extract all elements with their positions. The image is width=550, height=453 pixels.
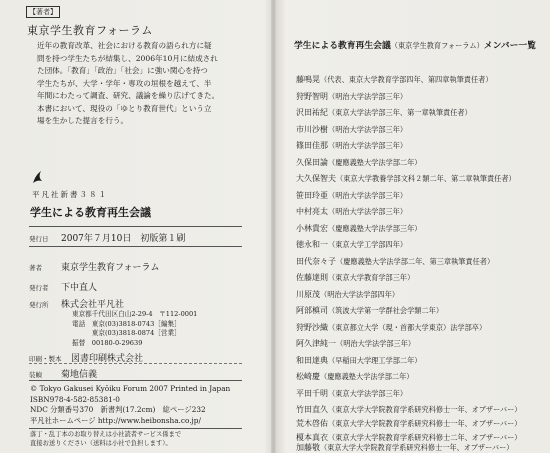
member-name: 市川沙樹: [296, 124, 328, 134]
isbn-line: ISBN978-4-582-85381-0: [30, 394, 120, 404]
member-name: 笹田玲亜: [296, 190, 328, 200]
address-line: 振替 00180-0-29639: [72, 338, 143, 347]
list-title-paren: （東京学生教育フォーラム）: [390, 41, 484, 50]
member-name: 阿部槙司: [296, 306, 328, 315]
member-affiliation: （慶應義塾大学法学部二年）: [328, 157, 422, 167]
author-label: 著者: [29, 264, 42, 272]
author-bio: [37, 40, 237, 128]
member-affiliation: （筑波大学第一学群社会学類二年）: [328, 306, 444, 315]
member-row: [296, 305, 443, 316]
author-row: [29, 260, 159, 273]
member-name: 久保田論: [296, 157, 328, 167]
member-row: [296, 272, 414, 283]
member-name: 加藤敬: [296, 443, 320, 452]
address-line: 東京都千代田区白山2-29-4 〒112-0001: [72, 310, 198, 318]
house-label: 発行所: [29, 301, 49, 309]
colophon-page: [0, 0, 272, 453]
member-row: [296, 388, 407, 399]
member-affiliation: （慶應義塾大学法学部二年、第三章執筆責任者）: [336, 256, 495, 266]
member-name: 田代奈々子: [296, 256, 336, 266]
isbn-line: NDC 分類番号370 新書判(17.2cm) 総ページ232: [30, 405, 206, 415]
design-row: [29, 367, 97, 380]
member-name: 榎本真衣: [296, 433, 328, 442]
list-title-suffix: メンバー一覧: [483, 41, 536, 51]
list-title-main: 学生による教育再生会議: [294, 41, 391, 51]
member-row: [296, 190, 407, 201]
bio-line: 学生たちが、大学・学年・専攻の垣根を越えて、半: [37, 78, 212, 88]
divider: [29, 246, 242, 247]
address-line: 電話 東京(03)3818-0743［編集］: [72, 319, 181, 328]
member-name: 大久保智夫: [296, 174, 336, 183]
member-affiliation: （東京大学工学部四年）: [328, 240, 408, 249]
member-row: [296, 404, 522, 415]
member-name: 竹田直久: [296, 405, 328, 414]
printer-value: 図書印刷株式会社: [71, 354, 144, 364]
member-affiliation: （東京大学大学院教育学系研究科修士一年、オブザーバー）: [328, 419, 522, 428]
member-row: [296, 206, 407, 217]
member-affiliation: （明治大学法学部四年）: [320, 289, 400, 299]
member-affiliation: （明治大学法学部三年）: [328, 91, 408, 101]
member-affiliation: （明治大学法学部三年）: [328, 190, 408, 200]
member-row: [296, 91, 407, 102]
member-name: 佐藤達則: [296, 273, 328, 282]
member-row: [296, 418, 522, 429]
member-affiliation: （明治大学法学部三年）: [328, 207, 408, 216]
bio-line: 本書において、現役の「ゆとり教育世代」という立: [37, 103, 212, 113]
isbn-line: 平凡社ホームページ http://www.heibonsha.co.jp/: [30, 415, 201, 425]
divider: [29, 428, 242, 429]
author-section-tag: 【著者】: [26, 6, 60, 18]
member-affiliation: （東京大学大学院教育学系研究科修士二年、オブザーバー）: [328, 433, 522, 442]
member-row: [296, 371, 413, 382]
member-affiliation: （東京大学法学部三年、第一章執筆責任者）: [328, 108, 472, 117]
divider: [29, 363, 242, 364]
member-row: [296, 322, 486, 333]
member-affiliation: （明治大学法学部三年）: [336, 339, 416, 348]
member-name: 沢田祐紀: [296, 108, 328, 117]
member-affiliation: （東京大学教養学部文科２類二年、第二章執筆責任者）: [336, 174, 516, 183]
publisher-value: 下中直人: [61, 283, 98, 293]
house-value: 株式会社平凡社: [61, 300, 125, 310]
member-row: [296, 223, 421, 234]
author-name: 東京学生教育フォーラム: [27, 24, 153, 37]
member-row: [296, 140, 407, 151]
isbn-line: © Tokyo Gakusei Kyōiku Forum 2007 Printed in Japan: [30, 384, 231, 393]
member-name: 阿久津純一: [296, 339, 336, 348]
return-note: [30, 430, 181, 448]
member-list-page: [276, 0, 550, 453]
publisher-label: 発行者: [29, 284, 49, 292]
house-row: [29, 297, 124, 310]
bio-line: 問を持つ学生たちが結集し、2006年10月に結成され: [37, 53, 218, 63]
member-affiliation: （慶應義塾大学法学部二年）: [320, 372, 414, 381]
member-row: [296, 239, 407, 250]
member-row: [296, 124, 407, 135]
member-name: 川原茂: [296, 289, 320, 299]
member-name: 荒木啓佑: [296, 419, 328, 428]
member-name: 中村亮太: [296, 207, 328, 216]
member-row: [296, 256, 494, 267]
member-name: 徳永和一: [296, 240, 328, 249]
member-affiliation: （東京大学大学院教育学系研究科修士一年、オブザーバー）: [328, 405, 522, 414]
divider: [29, 380, 242, 381]
series-name: 平凡社新書３８１: [32, 190, 108, 199]
member-affiliation: （明治大学法学部三年）: [328, 141, 408, 150]
member-affiliation: （東京大学大学院教育学系研究科修士一年、オブザーバー）: [320, 443, 514, 452]
bio-line: 年間にわたって調査、研究、議論を繰り広げてきた。: [37, 91, 220, 100]
member-name: 松崎慶: [296, 372, 320, 381]
member-row: [296, 289, 399, 300]
bio-line: 近年の教育改革、社会における教育の語られ方に疑: [37, 41, 212, 50]
member-name: 狩野智明: [296, 91, 328, 101]
member-name: 狩野沙織: [296, 322, 328, 332]
book-title: 学生による教育再生会議: [30, 206, 151, 219]
member-affiliation: （代表、東京大学教育学部四年、第四章執筆責任者）: [320, 75, 493, 84]
member-list-title: [294, 38, 536, 51]
member-name: 篠田佳那: [296, 141, 328, 150]
member-row: [296, 355, 421, 366]
divider: [29, 226, 242, 227]
issue-value: 2007年７月10日 初版第１刷: [61, 234, 186, 244]
member-row: [296, 442, 514, 453]
author-value: 東京学生教育フォーラム: [61, 263, 160, 273]
publisher-address: [72, 310, 197, 348]
publisher-logo-icon: [30, 169, 44, 185]
bio-line: 場を生かした提言を行う。: [37, 116, 129, 125]
member-row: [296, 74, 493, 85]
design-value: 菊地信義: [61, 370, 98, 380]
member-row: [296, 338, 415, 349]
isbn-block: [30, 384, 230, 426]
member-name: 和田達典: [296, 355, 328, 365]
printer-label: 印刷・製本: [29, 355, 62, 363]
member-affiliation: （慶應義塾大学法学部三年）: [328, 223, 422, 233]
note-line: 直接お送りください（送料は小社で負担します）。: [30, 440, 172, 447]
member-row: [296, 173, 516, 184]
issue-label: 発行日: [29, 235, 49, 243]
member-name: 藤鳴晃: [296, 75, 320, 84]
member-row: [296, 157, 421, 168]
publisher-row: [29, 280, 97, 293]
member-affiliation: （東京大学教育学部三年）: [328, 273, 415, 282]
member-affiliation: （明治大学法学部三年）: [328, 124, 408, 134]
member-name: 平田千明: [296, 388, 328, 398]
design-label: 装幀: [29, 371, 42, 379]
note-line: 落丁・乱丁本のお取り替えは小社読者サービス係まで: [30, 431, 182, 438]
issue-date-row: [29, 231, 185, 244]
member-name: 小林貴宏: [296, 223, 328, 233]
member-affiliation: （東京都立大学（現・首都大学東京）法学部卒）: [328, 322, 487, 332]
member-row: [296, 107, 472, 118]
member-affiliation: （早稲田大学理工学部二年）: [328, 355, 422, 365]
address-line: 東京(03)3818-0874［営業］: [72, 329, 181, 338]
member-affiliation: （東京大学法学部三年）: [328, 388, 408, 398]
bio-line: た団体。「教育」「政治」「社会」に強い関心を持つ: [37, 66, 208, 75]
